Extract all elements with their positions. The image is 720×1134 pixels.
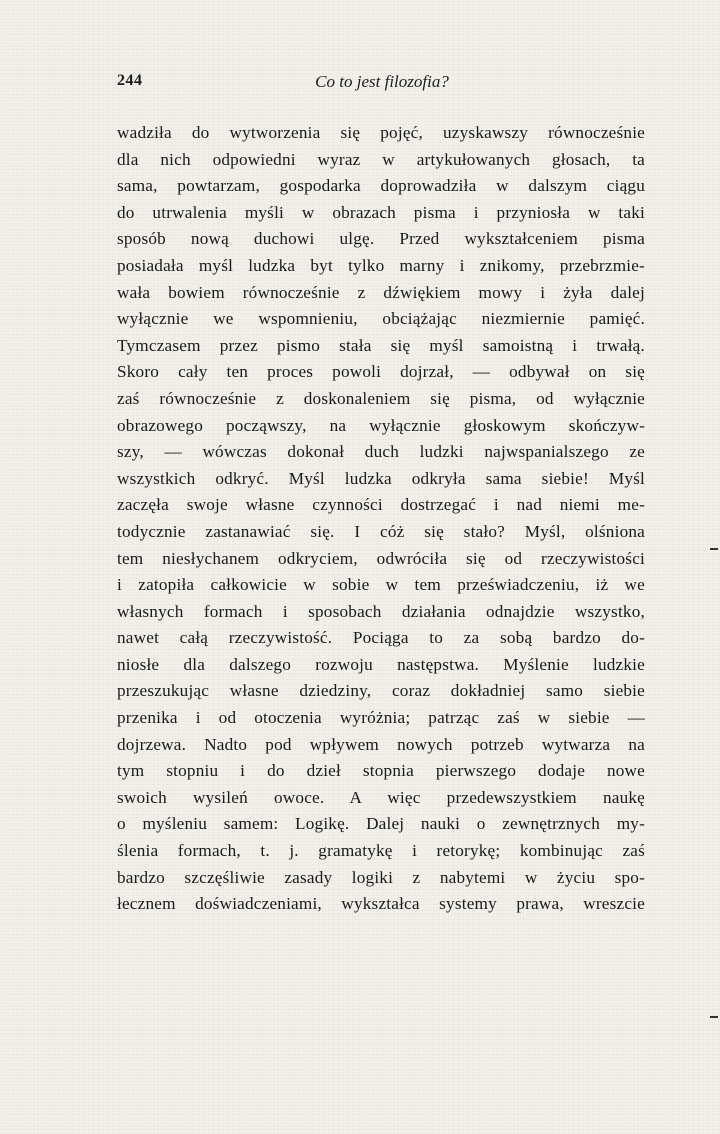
text-line: dla nich odpowiedni wyraz w artykułowanych głosach, ta — [117, 149, 645, 169]
text-line: Skoro cały ten proces powoli dojrzał, — odbywał on się — [117, 362, 645, 382]
text-line: nawet całą rzeczywistość. Pociąga to za sobą bardzo do- — [117, 628, 645, 648]
text-line: wadziła do wytworzenia się pojęć, uzyskawszy równocześnie — [117, 123, 645, 142]
text-line: łecznem doświadczeniami, wykształca systemy prawa, wreszcie — [117, 894, 645, 914]
text-line: Tymczasem przez pismo stała się myśl samoistną i trwałą. — [117, 335, 645, 355]
text-line: zaczęła swoje własne czynności dostrzegać i nad niemi me- — [117, 495, 645, 515]
text-line: wyłącznie we wspomnieniu, obciążając niezmiernie pamięć. — [117, 309, 645, 329]
text-line: todycznie zastanawiać się. I cóż się stało? Myśl, olśniona — [117, 521, 645, 541]
text-line: ślenia formach, t. j. gramatykę i retorykę; kombinując zaś — [117, 841, 645, 861]
text-line: do utrwalenia myśli w obrazach pisma i przyniosła w taki — [117, 202, 645, 222]
text-line: wszystkich odkryć. Myśl ludzka odkryła sama siebie! Myśl — [117, 468, 645, 488]
scan-mark — [710, 548, 718, 550]
scan-mark — [710, 1016, 718, 1018]
page-number: 244 — [117, 72, 143, 89]
body-text — [117, 120, 645, 918]
text-line: zaś równocześnie z doskonaleniem się pisma, od wyłącznie — [117, 388, 645, 408]
text-line: bardzo szczęśliwie zasady logiki z nabytemi w życiu spo- — [117, 867, 645, 887]
running-head — [117, 72, 647, 100]
text-line: sama, powtarzam, gospodarka doprowadziła w dalszym ciągu — [117, 176, 645, 196]
text-line: tem niesłychanem odkryciem, odwróciła się od rzeczywistości — [117, 548, 645, 568]
text-line: własnych formach i sposobach działania odnajdzie wszystko, — [117, 601, 645, 621]
text-line: obrazowego począwszy, na wyłącznie głoskowym skończyw- — [117, 415, 645, 435]
text-line: niosłe dla dalszego rozwoju następstwa. Myślenie ludzkie — [117, 654, 645, 674]
text-line: przeszukując własne dziedziny, coraz dokładniej samo siebie — [117, 681, 645, 701]
text-line: przenika i od otoczenia wyróżnia; patrząc zaś w siebie — — [117, 708, 645, 728]
text-line: i zatopiła całkowicie w sobie w tem przeświadczeniu, iż we — [117, 575, 645, 595]
text-line: wała bowiem równocześnie z dźwiękiem mowy i żyła dalej — [117, 282, 645, 302]
text-line: o myśleniu samem: Logikę. Dalej nauki o zewnętrznych my- — [117, 814, 645, 834]
text-line: dojrzewa. Nadto pod wpływem nowych potrzeb wytwarza na — [117, 734, 645, 754]
text-line: swoich wysileń owoce. A więc przedewszystkiem naukę — [117, 787, 645, 807]
text-line: posiadała myśl ludzka byt tylko marny i znikomy, przebrzmie- — [117, 255, 645, 275]
text-line: szy, — wówczas dokonał duch ludzki najwspanialszego ze — [117, 442, 645, 462]
running-title: Co to jest filozofia? — [315, 72, 449, 91]
text-line: tym stopniu i do dzieł stopnia pierwszego dodaje nowe — [117, 761, 645, 781]
text-line: sposób nową duchowi ulgę. Przed wykształceniem pisma — [117, 229, 645, 249]
